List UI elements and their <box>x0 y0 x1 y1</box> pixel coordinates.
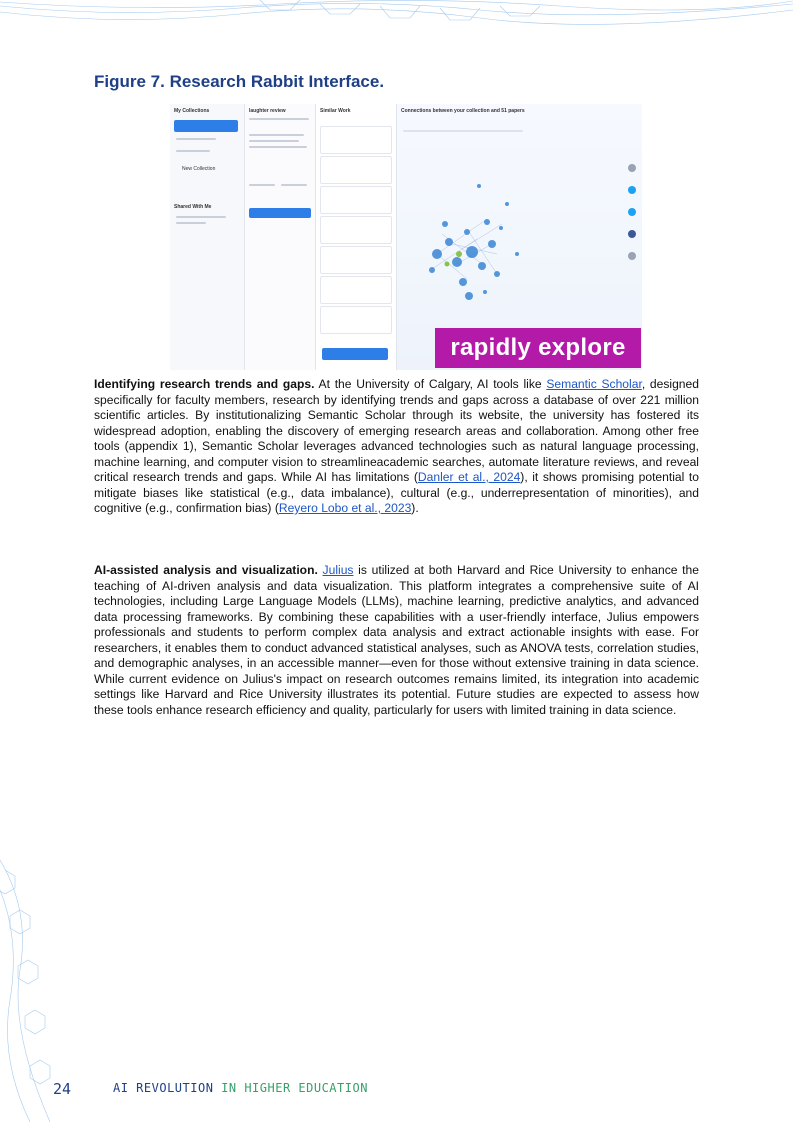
collection-item-active <box>174 120 238 132</box>
figure-title: Figure 7. Research Rabbit Interface. <box>94 72 385 91</box>
review-line <box>249 184 275 186</box>
email-icon <box>628 252 636 260</box>
paper-card <box>320 306 392 334</box>
heading-analysis-visualization: AI-assisted analysis and visualization. <box>94 563 318 577</box>
review-panel <box>245 104 316 370</box>
shared-title: Shared With Me <box>174 204 212 210</box>
share-icon <box>628 164 636 172</box>
review-highlight <box>249 208 311 218</box>
paragraph-research-trends <box>94 377 699 517</box>
paper-card <box>320 126 392 154</box>
collections-title: My Collections <box>174 108 210 114</box>
review-line <box>249 140 299 142</box>
link-reyero-lobo-2023[interactable]: Reyero Lobo et al., 2023 <box>278 501 412 515</box>
similar-work-panel <box>316 104 397 370</box>
review-line <box>249 134 304 136</box>
similar-title: Similar Work <box>320 108 351 114</box>
new-collection-label: New Collection <box>182 166 216 172</box>
review-line <box>281 184 307 186</box>
collection-line <box>176 150 210 152</box>
paper-card <box>320 186 392 214</box>
paragraph-analysis-visualization <box>94 563 699 718</box>
review-line <box>249 146 307 148</box>
text-segment: , designed specifically for faculty members, research by identifying trends and gaps across a database of over 221 million scientific articles. By institutionalizing Semantic Scholar through its website, the university has fostered its widespread adoption, enabling the discovery of emerging research areas and collaboration. Among other free tools (appendix 1), Semantic Scholar leverages advanced technologies such as natural language processing, machine learning, and computer vision to streamlineacademic searches, automate literature reviews, and reveal critical research trends and gaps. While AI has limitations ( <box>94 377 699 484</box>
review-line <box>249 118 309 120</box>
facebook-icon <box>628 230 636 238</box>
twitter-icon <box>628 186 636 194</box>
research-rabbit-screenshot <box>170 104 642 370</box>
hexagon-pattern-top <box>0 0 793 40</box>
share-icons <box>624 164 640 274</box>
text-segment: is utilized at both Harvard and Rice University to enhance the teaching of AI-driven analysis and data visualization. This platform integrates a comprehensive suite of AI technologies, including Large Language Models (LLMs), machine learning, predictive analytics, and advanced data processing frameworks. By combining these capabilities with a user-friendly interface, Julius empowers professionals and students to perform complex data analysis and extract actionable insights with ease. For researchers, it enables them to conduct advanced statistical analyses, such as ANOVA tests, correlation studies, and demographic analyses, in an accessible manner—even for those without extensive training in data science. While current evidence on Julius's impact on research outcomes remains limited, its integration into academic settings like Harvard and Rice University illustrates its potential. Future studies are expected to assess how these tools enhance research efficiency and quality, particularly for users with limited training in data science. <box>94 563 699 717</box>
collections-panel <box>170 104 245 370</box>
link-julius[interactable]: Julius <box>322 563 354 577</box>
connections-title: Connections between your collection and 51 papers <box>401 108 525 114</box>
paper-card <box>320 216 392 244</box>
text-segment: At the University of Calgary, AI tools like <box>314 377 547 391</box>
shared-line <box>176 222 206 224</box>
paper-card <box>320 246 392 274</box>
review-title: laughter review <box>249 108 286 114</box>
rapidly-explore-banner: rapidly explore <box>435 328 641 368</box>
footer-title-a: AI REVOLUTION <box>113 1081 214 1095</box>
paper-card <box>320 156 392 184</box>
link-danler-2024[interactable]: Danler et al., 2024 <box>417 470 521 484</box>
link-icon <box>628 208 636 216</box>
heading-research-trends: Identifying research trends and gaps. <box>94 377 315 391</box>
text-segment: ), it shows promising potential to mitigate biases like statistical (e.g., data imbalance), cultural (e.g., underrepresentation of minorities), and cognitive (e.g., confirmation bias) ( <box>94 470 699 515</box>
running-footer <box>113 1081 368 1095</box>
shared-line <box>176 216 226 218</box>
link-semantic-scholar[interactable]: Semantic Scholar <box>546 377 642 391</box>
page-number: 24 <box>53 1080 72 1098</box>
paper-action-button <box>322 348 388 360</box>
collection-line <box>176 138 216 140</box>
footer-title-b: IN HIGHER EDUCATION <box>213 1081 368 1095</box>
paper-card <box>320 276 392 304</box>
text-segment: ). <box>411 501 419 515</box>
